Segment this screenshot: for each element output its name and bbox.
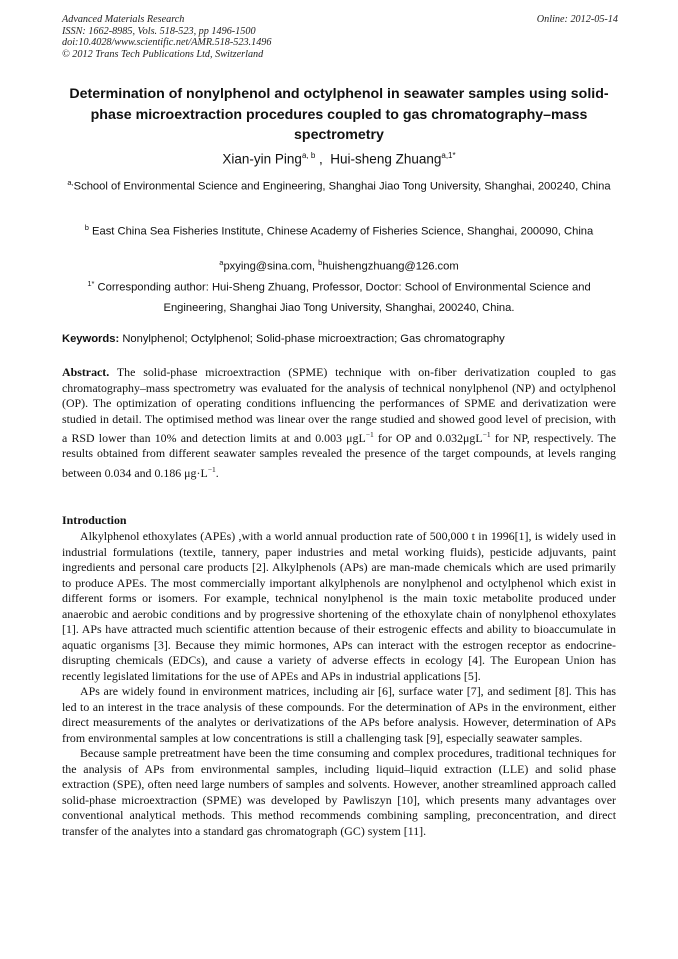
email-b-mark: b	[318, 258, 323, 267]
journal-name: Advanced Materials Research	[62, 14, 185, 25]
affiliation-b	[62, 220, 616, 240]
corresponding-text: Corresponding author: Hui-Sheng Zhuang, Professor, Doctor: School of Environmental Science and Engineering, Shanghai Jiao Tong University, Shanghai, 200240, China.	[97, 281, 591, 314]
intro-paragraph-2: APs are widely found in environment matrices, including air [6], surface water [7], and sediment [8]. This has led to an interest in the trace analysis of these compounds. For the determination of APs in the environment, either direct measurements of the analytes or derivatizations of the APs before analysis. However, determination of APs from environmental samples at low concentrations is still a challenging task [9], especially seawater samples.	[62, 684, 616, 745]
keywords-text: Nonylphenol; Octylphenol; Solid-phase microextraction; Gas chromatography	[122, 333, 505, 345]
introduction-body	[62, 529, 616, 839]
copyright-line: © 2012 Trans Tech Publications Ltd, Switzerland	[62, 48, 264, 60]
corresponding-author	[62, 274, 616, 318]
paper-title: Determination of nonylphenol and octylphenol in seawater samples using solid-phase microextraction procedures coupled to gas chromatography–mass spectrometry	[69, 86, 609, 143]
affiliation-b-mark: b	[84, 223, 89, 232]
author-2: Hui-sheng Zhuang	[330, 151, 442, 167]
abstract-sup-2: −1	[482, 430, 491, 439]
email-a-mark: a	[219, 258, 224, 267]
abstract-sup-1: −1	[365, 430, 374, 439]
affiliation-b-text: East China Sea Fisheries Institute, Chinese Academy of Fisheries Science, Shanghai, 200090, China	[92, 225, 594, 238]
author-1: Xian-yin Ping	[222, 151, 302, 167]
author-separator: ,	[315, 151, 331, 167]
email-b: huishengzhuang@126.com	[322, 260, 459, 273]
online-date: Online: 2012-05-14	[536, 14, 618, 25]
email-a: pxying@sina.com,	[223, 260, 316, 273]
keywords	[62, 333, 616, 345]
abstract-paragraph	[62, 365, 616, 481]
corresponding-mark: 1*	[87, 279, 95, 288]
introduction-heading: Introduction	[62, 513, 127, 527]
intro-paragraph-3: Because sample pretreatment have been the time consuming and complex procedures, traditional techniques for the analysis of APs from environmental samples, including liquid–liquid extraction (LLE) and solid phase extraction (SPE), often need large numbers of samples and solvents. However, another streamlined approach called solid-phase microextraction (SPME) was developed by Pawliszyn [10], which presents many advantages over conventional analytical methods. This method recommends combining sampling, preconcentration, and direct transfer of the analytes into a standard gas chromatograph (GC) system [11].	[62, 746, 616, 838]
issn-line: ISSN: 1662-8985, Vols. 518-523, pp 1496-1500	[62, 25, 256, 37]
keywords-label: Keywords:	[62, 333, 120, 345]
abstract-sup-3: −1	[207, 464, 216, 474]
abstract-part-3: for NP, respectively. The results obtained from different seawater samples revealed the presence of the target compounds, at levels ranging between 0.034 and 0.186 μg·L	[62, 430, 616, 480]
abstract-part-4: .	[215, 465, 219, 480]
affiliation-a-text: School of Environmental Science and Engineering, Shanghai Jiao Tong University, Shanghai, 200240, China	[73, 180, 611, 193]
affiliation-a	[62, 173, 616, 197]
affiliation-a-mark: a,	[67, 178, 74, 187]
doi-line: doi:10.4028/www.scientific.net/AMR.518-523.1496	[62, 37, 272, 49]
abstract-label: Abstract.	[62, 365, 110, 379]
author-1-sup: a, b	[301, 151, 316, 160]
abstract	[62, 365, 616, 481]
author-2-sup: a,1*	[441, 151, 456, 160]
journal-header	[62, 14, 618, 60]
abstract-part-2: for OP and 0.032μgL	[373, 430, 483, 445]
abstract-part-1: The solid-phase microextraction (SPME) technique with on-fiber derivatization coupled to gas chromatography–mass spectrometry was evaluated for the analysis of technical nonylphenol (NP) and octylphenol (OP). The optimization of operating conditions influencing the performances of SPME and derivatization were studied in detail. The optimised method was linear over the range studied and showed good level of precision, with a RSD lower than 10% and detection limits at and 0.003 μgL	[62, 365, 616, 445]
intro-paragraph-1: Alkylphenol ethoxylates (APEs) ,with a world annual production rate of 500,000 t in 1996[1], is widely used in industrial formulations (textile, tannery, paper industries and metal working fluids), pesticide adjuvants, paint ingredients and personal care products [2]. Alkylphenols (APs) are man-made chemicals which are used primarily to produce APEs. The most commercially important alkylphenols are nonylphenol and octylphenol which exist in different forms or isomers. For example, technical nonylphenol is the main toxic metabolite produced under anaerobic and aerobic conditions and by progressive shortening of the ethoxylate chain of nonylphenol ethoxylates [1]. APs have attracted much scientific attention because of their estrogenic effects and ability to bioaccumulate in aquatic organisms [3]. Because they mimic hormones, APs can interact with the estrogen receptor as endocrine-disrupting chemicals (EDCs), and cause a variety of adverse effects in ecology [4]. The European Union has recently legislated limitations for the use of APEs and APs in industrial applications [5].	[62, 529, 616, 683]
author-line	[62, 151, 616, 167]
